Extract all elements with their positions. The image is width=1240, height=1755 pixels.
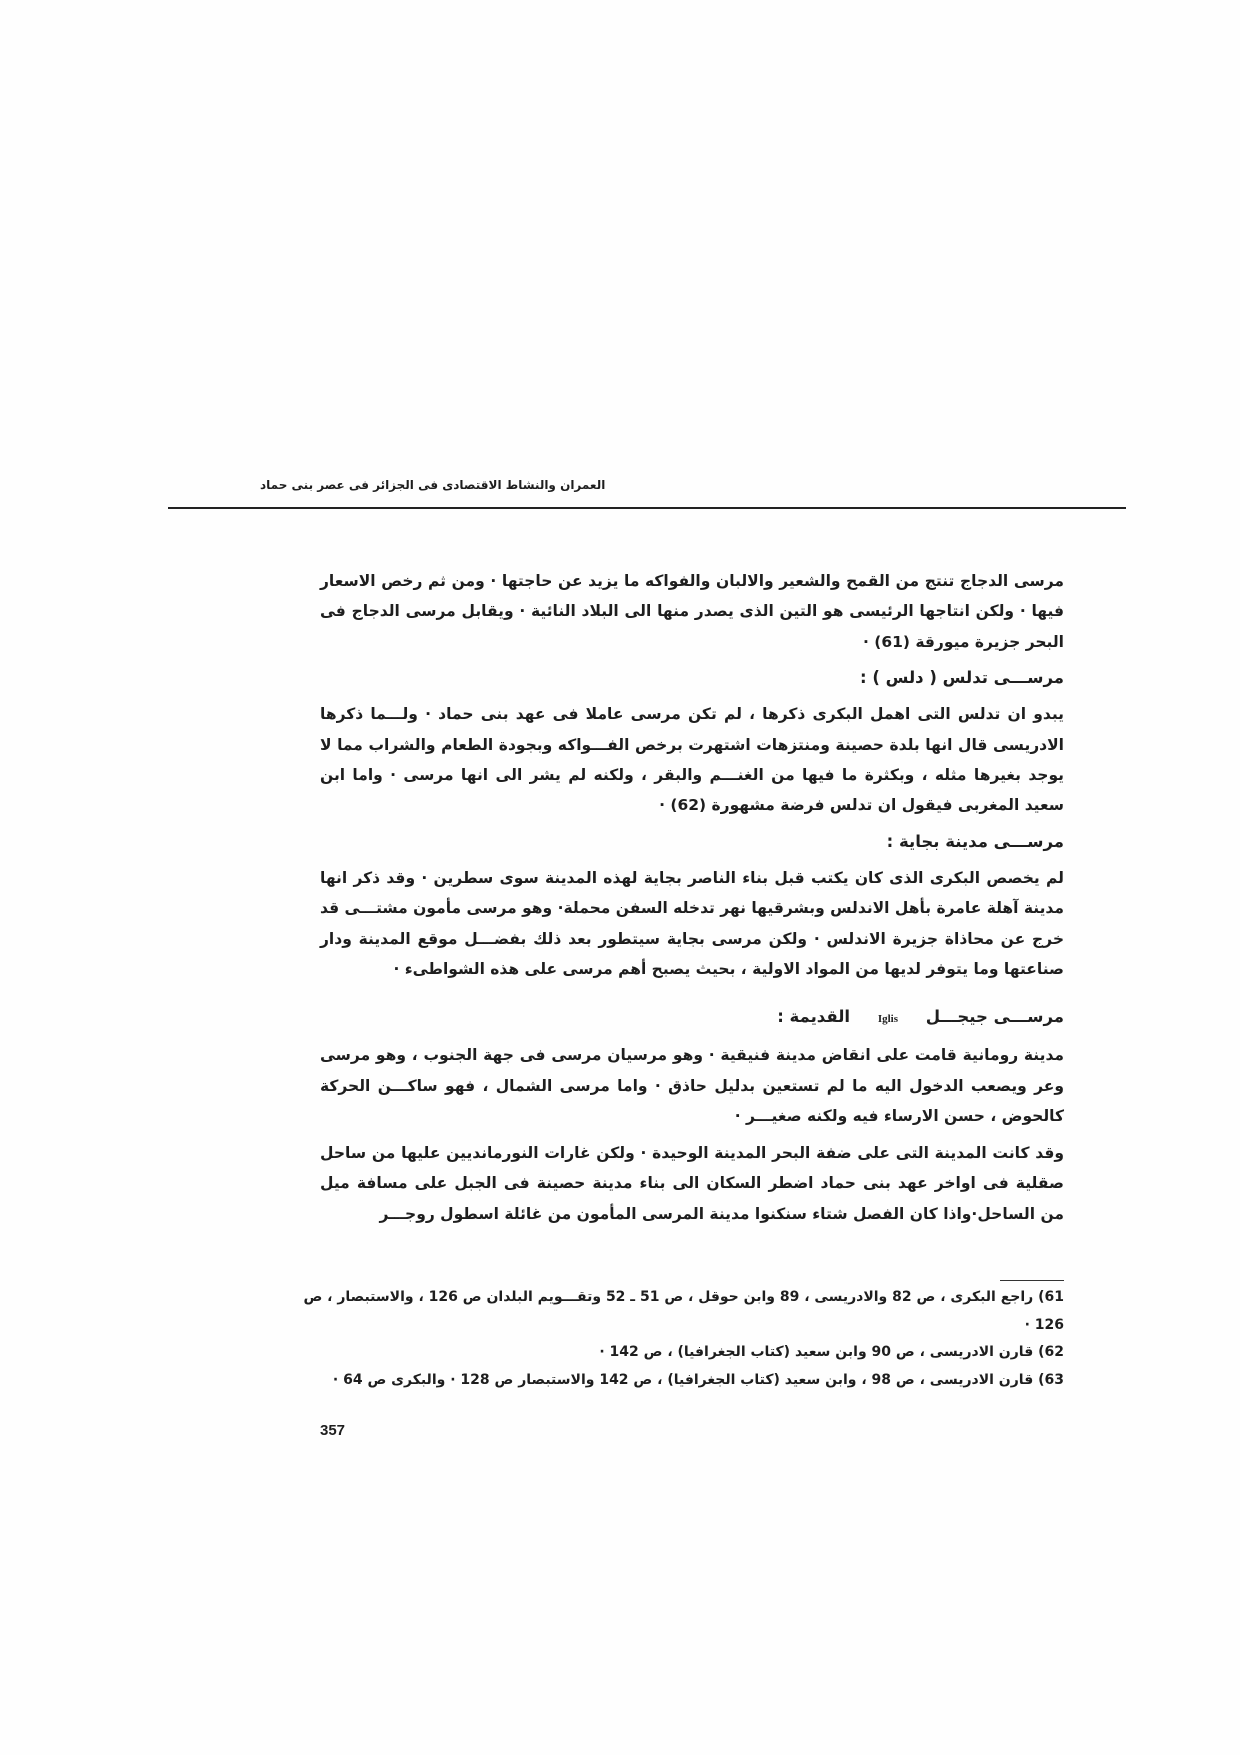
section-heading-jijel-tail: القديمة : <box>777 1007 851 1027</box>
section-heading-jijel-latin: Iglis <box>877 1013 899 1026</box>
paragraph-dellys: يبدو ان تدلس التى اهمل البكرى ذكرها ، لم تكن مرسى عاملا فى عهد بنى حماد · ولـــما ذكرها الادريسى قال انها بلدة حصينة ومنتزهات اشتهرت برخص الفـــواكه وبجودة الطعام والشراب مما لا يوجد بغيرها مثله ، وبكثرة ما فيها من الغنـــم والبقر ، ولكنه لم يشر الى انها مرسى · واما ابن سعيد المغربى فيقول ان تدلس فرضة مشهورة (62) · <box>320 705 1064 815</box>
intro-paragraph: مرسى الدجاج تنتج من القمح والشعير والالبان والفواكه ما يزيد عن حاجتها · ومن ثم رخص الاسعار فيها · ولكن انتاجها الرئيسى هو التين الذى يصدر منها الى البلاد النائية · ويقابل مرسى الدجاج فى البحر جزيرة ميورقة (61) · <box>320 572 1064 651</box>
footnote-63: 63) قارن الادريسى ، ص 98 ، وابن سعيد (كتاب الجغرافيا) ، ص 142 والاستبصار ص 128 · والبكرى ص 64 · <box>332 1371 1064 1388</box>
footnotes <box>300 1284 1064 1394</box>
section-heading-bejaia: مرســـى مدينة بجاية : <box>886 831 1064 851</box>
running-header: العمران والنشاط الاقتصادى فى الجزائر فى عصر بنى حماد <box>260 478 606 492</box>
paragraph-bejaia: لم يخصص البكرى الذى كان يكتب قبل بناء الناصر بجاية لهذه المدينة سوى سطرين · وقد ذكر انها مدينة آهلة عامرة بأهل الاندلس وبشرقيها نهر تدخله السفن محملة· وهو مرسى مأمون مشتـــى قد خرج عن محاذاة جزيرة الاندلس · ولكن مرسى بجاية سيتطور بعد ذلك بفضـــل موقع المدينة ودار صناعتها وما يتوفر لديها من المواد الاولية ، بحيث يصبح أهم مرسى على هذه الشواطىء · <box>320 868 1064 979</box>
paragraph-jijel-1: مدينة رومانية قامت على انقاض مدينة فنيقية · وهو مرسيان مرسى فى جهة الجنوب ، وهو مرسى وعر ويصعب الدخول اليه ما لم تستعين بدليل حاذق · واما مرسى الشمال ، فهو ساكـــن الحركة كالحوض ، حسن الارساء فيه ولكنه صغيـــر · <box>320 1046 1064 1126</box>
section-heading-jijel <box>320 1002 1064 1034</box>
page-number: 357 <box>320 1422 346 1439</box>
footnote-rule <box>1000 1280 1064 1281</box>
footnote-62: 62) قارن الادريسى ، ص 90 وابن سعيد (كتاب الجغرافيا) ، ص 142 · <box>599 1344 1064 1360</box>
footnote-61: 61) راجع البكرى ، ص 82 والادريسى ، 89 وابن حوقل ، ص 51 ـ 52 وتقـــويم البلدان ص 126 ، والاستبصار ، ص 126 · <box>303 1289 1064 1333</box>
section-heading-jijel-main: مرســـى جيجـــل <box>925 1007 1064 1027</box>
paragraph-jijel-2: وقد كانت المدينة التى على ضفة البحر المدينة الوحيدة · ولكن غارات النورمانديين عليها من ساحل صقلية فى اواخر عهد بنى حماد اضطر السكان الى بناء مدينة حصينة فى الجبل على مسافة ميل من الساحل·واذا كان الفصل شتاء سنكنوا مدينة المرسى المأمون من غائلة اسطول روجـــر <box>320 1143 1064 1223</box>
section-heading-dellys: مرســـى تدلس ( دلس ) : <box>860 668 1064 688</box>
header-rule <box>168 507 1126 509</box>
main-text <box>320 566 1064 1229</box>
